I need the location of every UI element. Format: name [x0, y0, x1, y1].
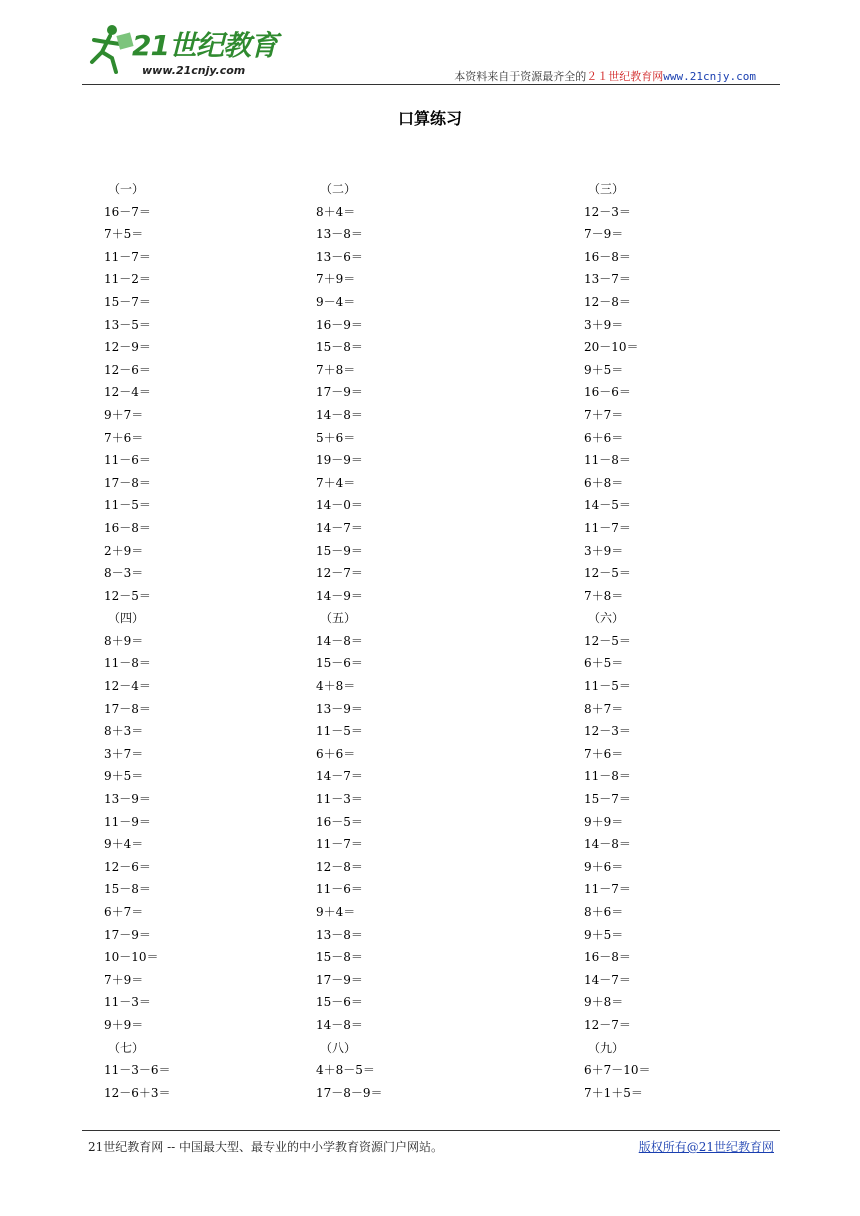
- section-label: （三）: [588, 182, 625, 196]
- arithmetic-problem: 9＋8＝: [584, 995, 624, 1010]
- copyright-link[interactable]: 版权所有@21世纪教育网: [638, 1140, 774, 1154]
- arithmetic-problem: 15－8＝: [316, 340, 363, 355]
- section-label: （七）: [108, 1040, 145, 1055]
- arithmetic-problem: 7＋7＝: [584, 407, 624, 422]
- section-label: （六）: [588, 611, 625, 626]
- column-3: [584, 178, 651, 1104]
- arithmetic-problem: 12－6＋3＝: [104, 1085, 171, 1100]
- arithmetic-problem: 13－7＝: [584, 272, 631, 287]
- arithmetic-problem: 11－3＝: [316, 792, 363, 807]
- arithmetic-problem: 9＋4＝: [316, 905, 356, 919]
- arithmetic-problem: 11－8＝: [104, 656, 151, 671]
- arithmetic-problem: 13－9＝: [316, 701, 363, 716]
- section-label: （九）: [588, 1040, 625, 1055]
- arithmetic-problem: 16－9＝: [316, 317, 363, 332]
- footer-text: 21世纪教育网 -- 中国最大型、最专业的中小学教育资源门户网站。: [88, 1140, 444, 1154]
- arithmetic-problem: 17－8－9＝: [316, 1085, 383, 1100]
- logo: [82, 22, 282, 80]
- arithmetic-problem: 13－5＝: [104, 317, 151, 332]
- arithmetic-problem: 8＋7＝: [584, 701, 624, 716]
- arithmetic-problem: 11－6＝: [104, 453, 151, 468]
- arithmetic-problem: 17－9＝: [316, 972, 363, 987]
- section-label: （四）: [108, 611, 145, 626]
- arithmetic-problem: 12－3＝: [584, 724, 631, 739]
- arithmetic-problem: 14－5＝: [584, 498, 631, 513]
- column-1: [104, 178, 171, 1104]
- section-label: （二）: [320, 182, 357, 196]
- arithmetic-problem: 11－3＝: [104, 995, 151, 1010]
- arithmetic-problem: 16－5＝: [316, 814, 363, 829]
- arithmetic-problem: 7＋9＝: [316, 272, 356, 287]
- header-rule: [82, 84, 780, 85]
- arithmetic-problem: 14－0＝: [316, 498, 363, 513]
- arithmetic-problem: 11－5＝: [584, 679, 631, 694]
- arithmetic-problem: 3＋9＝: [584, 317, 624, 332]
- arithmetic-problem: 11－7＝: [584, 520, 631, 535]
- arithmetic-problem: 17－8＝: [104, 475, 151, 490]
- arithmetic-problem: 13－9＝: [104, 792, 151, 807]
- arithmetic-problem: 14－9＝: [316, 588, 363, 603]
- arithmetic-problem: 15－7＝: [104, 294, 151, 309]
- arithmetic-problem: 20－10＝: [584, 340, 639, 355]
- arithmetic-problem: 13－8＝: [316, 927, 363, 942]
- arithmetic-problem: 11－6＝: [316, 882, 363, 897]
- arithmetic-problem: 11－7＝: [584, 882, 631, 897]
- column-2: [316, 178, 383, 1104]
- arithmetic-problem: 9＋6＝: [584, 859, 624, 874]
- arithmetic-problem: 7＋8＝: [316, 362, 356, 377]
- arithmetic-problem: 12－6＝: [104, 362, 151, 377]
- arithmetic-problem: 8＋3＝: [104, 724, 144, 739]
- arithmetic-problem: 2＋9＝: [104, 543, 144, 558]
- arithmetic-problem: 9＋7＝: [104, 407, 144, 422]
- arithmetic-problem: 7＋4＝: [316, 475, 356, 490]
- section-label: （八）: [320, 1040, 357, 1055]
- arithmetic-problem: 14－8＝: [316, 1017, 363, 1032]
- arithmetic-problem: 9＋9＝: [584, 814, 624, 829]
- arithmetic-problem: 6＋6＝: [316, 746, 356, 761]
- arithmetic-problem: 6＋6＝: [584, 430, 624, 445]
- arithmetic-problem: 14－8＝: [316, 633, 363, 648]
- arithmetic-problem: 8－3＝: [104, 566, 144, 581]
- arithmetic-problem: 12－8＝: [584, 294, 631, 309]
- arithmetic-problem: 7＋8＝: [584, 588, 624, 603]
- arithmetic-problem: 11－9＝: [104, 814, 151, 829]
- arithmetic-problem: 16－8＝: [104, 520, 151, 535]
- footer-rule: [82, 1130, 780, 1131]
- arithmetic-problem: 5＋6＝: [316, 430, 356, 445]
- arithmetic-problem: 3＋7＝: [104, 746, 144, 761]
- arithmetic-problem: 7＋1＋5＝: [584, 1085, 643, 1100]
- arithmetic-problem: 6＋8＝: [584, 475, 624, 490]
- arithmetic-problem: 12－5＝: [584, 633, 631, 648]
- arithmetic-problem: 6＋7－10＝: [584, 1063, 651, 1078]
- section-label: （五）: [320, 611, 357, 626]
- arithmetic-problem: 7＋6＝: [584, 746, 624, 761]
- arithmetic-problem: 8＋4＝: [316, 204, 356, 219]
- arithmetic-problem: 11－8＝: [584, 769, 631, 784]
- arithmetic-problem: 12－6＝: [104, 859, 151, 874]
- arithmetic-problem: 12－7＝: [316, 566, 363, 581]
- arithmetic-problem: 3＋9＝: [584, 543, 624, 558]
- arithmetic-problem: 12－7＝: [584, 1017, 631, 1032]
- logo-url: www.21cnjy.com: [142, 64, 246, 77]
- arithmetic-problem: 12－5＝: [584, 566, 631, 581]
- arithmetic-problem: 10－10＝: [104, 950, 159, 965]
- arithmetic-problem: 14－8＝: [316, 407, 363, 422]
- header-source-line: [454, 68, 756, 84]
- arithmetic-problem: 14－7＝: [316, 520, 363, 535]
- arithmetic-problem: 6＋7＝: [104, 905, 144, 919]
- page-title: 口算练习: [397, 109, 462, 128]
- arithmetic-problem: 7＋5＝: [104, 227, 144, 242]
- arithmetic-problem: 12－9＝: [104, 340, 151, 355]
- arithmetic-problem: 16－8＝: [584, 249, 631, 264]
- arithmetic-problem: 16－8＝: [584, 950, 631, 965]
- arithmetic-problem: 13－8＝: [316, 227, 363, 242]
- section-label: （一）: [108, 182, 145, 196]
- arithmetic-problem: 19－9＝: [316, 453, 363, 468]
- arithmetic-problem: 11－7＝: [316, 837, 363, 852]
- arithmetic-problem: 14－7＝: [316, 769, 363, 784]
- source-prefix: 本资料来自于资源最齐全的: [454, 70, 587, 83]
- source-url-link[interactable]: www.21cnjy.com: [663, 70, 756, 83]
- arithmetic-problem: 15－8＝: [316, 950, 363, 965]
- arithmetic-problem: 11－3－6＝: [104, 1063, 171, 1078]
- arithmetic-problem: 15－8＝: [104, 882, 151, 897]
- arithmetic-problem: 9＋5＝: [584, 927, 624, 942]
- arithmetic-problem: 16－7＝: [104, 204, 151, 219]
- arithmetic-problem: 12－8＝: [316, 859, 363, 874]
- arithmetic-problem: 17－8＝: [104, 701, 151, 716]
- arithmetic-problem: 12－5＝: [104, 588, 151, 603]
- arithmetic-problem: 12－3＝: [584, 204, 631, 219]
- arithmetic-problem: 17－9＝: [316, 385, 363, 400]
- arithmetic-problem: 14－8＝: [584, 837, 631, 852]
- arithmetic-problem: 11－8＝: [584, 453, 631, 468]
- arithmetic-problem: 7－9＝: [584, 227, 624, 242]
- arithmetic-problem: 9－4＝: [316, 294, 356, 309]
- arithmetic-problem: 17－9＝: [104, 927, 151, 942]
- logo-text: 21世纪教育: [132, 29, 277, 62]
- arithmetic-problem: 15－6＝: [316, 656, 363, 671]
- arithmetic-problem: 15－9＝: [316, 543, 363, 558]
- arithmetic-problem: 7＋6＝: [104, 430, 144, 445]
- arithmetic-problem: 7＋9＝: [104, 972, 144, 987]
- runner-logo-icon: [82, 22, 134, 78]
- arithmetic-problem: 11－7＝: [104, 249, 151, 264]
- arithmetic-problem: 9＋9＝: [104, 1017, 144, 1032]
- source-brand: ２１世纪教育网: [586, 70, 664, 83]
- arithmetic-problem: 9＋5＝: [104, 769, 144, 784]
- arithmetic-problem: 14－7＝: [584, 972, 631, 987]
- arithmetic-problem: 9＋4＝: [104, 837, 144, 852]
- arithmetic-problem: 8＋6＝: [584, 905, 624, 919]
- arithmetic-problem: 15－6＝: [316, 995, 363, 1010]
- arithmetic-problem: 8＋9＝: [104, 633, 144, 648]
- arithmetic-problem: 11－5＝: [316, 724, 363, 739]
- arithmetic-problem: 16－6＝: [584, 385, 631, 400]
- arithmetic-problem: 12－4＝: [104, 679, 151, 694]
- arithmetic-problem: 6＋5＝: [584, 656, 624, 671]
- page-header: [82, 22, 782, 86]
- arithmetic-problem: 4＋8＝: [316, 679, 356, 694]
- arithmetic-problem: 13－6＝: [316, 249, 363, 264]
- arithmetic-problem: 11－5＝: [104, 498, 151, 513]
- arithmetic-problem: 11－2＝: [104, 272, 151, 287]
- arithmetic-problem: 9＋5＝: [584, 362, 624, 377]
- arithmetic-problem: 15－7＝: [584, 792, 631, 807]
- arithmetic-problem: 12－4＝: [104, 385, 151, 400]
- arithmetic-problem: 4＋8－5＝: [316, 1063, 375, 1078]
